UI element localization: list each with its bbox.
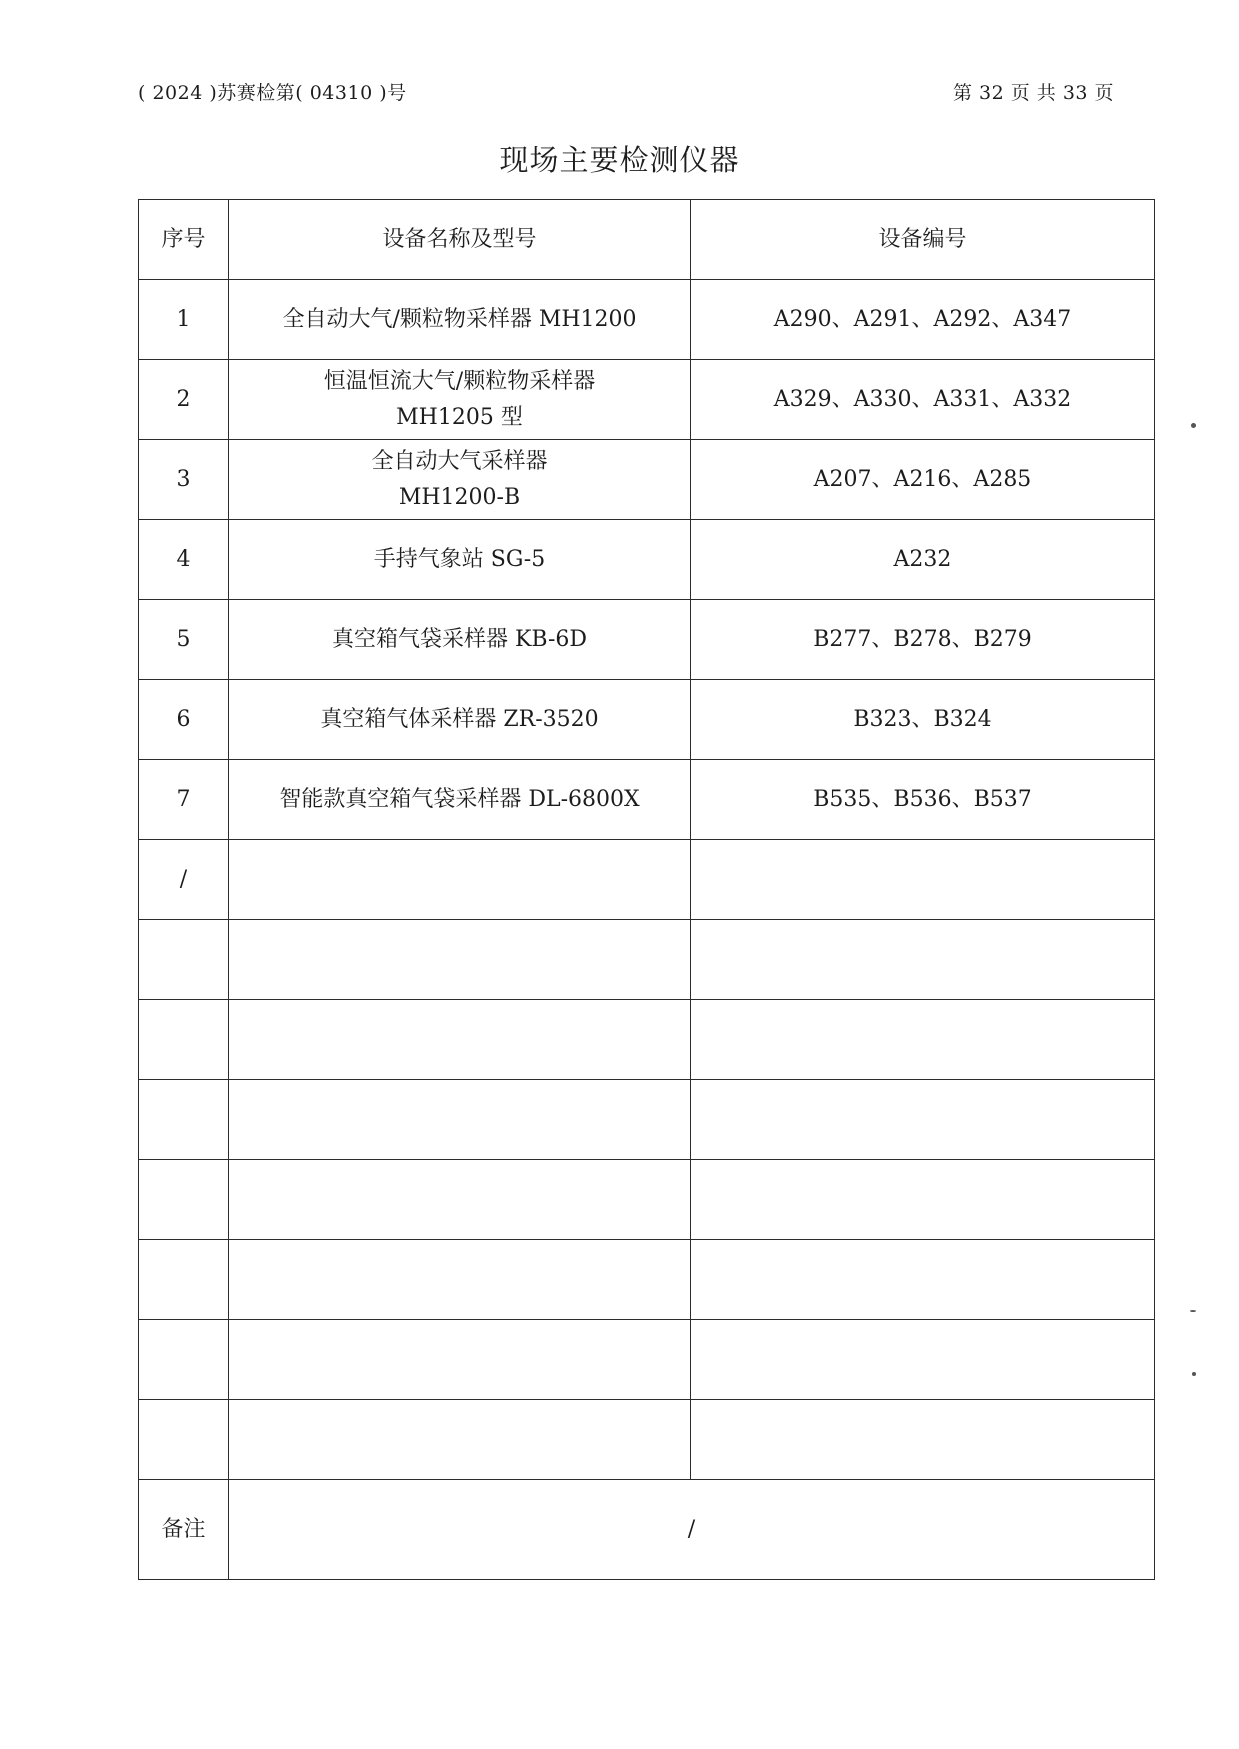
table-row: [139, 1400, 1155, 1480]
table-row: [139, 1080, 1155, 1160]
equipment-name-cell: [229, 1240, 691, 1320]
equipment-name-cell: [229, 600, 691, 680]
remark-label: 备注: [139, 1480, 229, 1580]
equipment-codes-cell: [691, 1240, 1155, 1320]
equipment-codes-cell: [691, 840, 1155, 920]
row-number-cell: [139, 1080, 229, 1160]
page-info: 第 32 页 共 33 页: [953, 82, 1115, 104]
equipment-name-cell: [229, 1000, 691, 1080]
row-number-cell: 1: [139, 280, 229, 360]
row-number-cell: 2: [139, 360, 229, 440]
equipment-name-cell: [229, 280, 691, 360]
remark-value: /: [229, 1480, 1155, 1580]
page-title: 现场主要检测仪器: [499, 143, 740, 177]
equipment-codes-cell: [691, 920, 1155, 1000]
table-row: [139, 760, 1155, 840]
equipment-codes-cell: B535、B536、B537: [691, 760, 1155, 840]
equipment-codes-cell: [691, 1320, 1155, 1400]
row-number-cell: 6: [139, 680, 229, 760]
equipment-codes-cell: [691, 1000, 1155, 1080]
equipment-name-line: 手持气象站 SG-5: [373, 546, 546, 572]
table-row: [139, 440, 1155, 520]
table-row: [139, 1160, 1155, 1240]
row-number-cell: [139, 1160, 229, 1240]
table-row: [139, 360, 1155, 440]
table-row: [139, 920, 1155, 1000]
row-number-cell: /: [139, 840, 229, 920]
table-row: [139, 1000, 1155, 1080]
equipment-name-cell: [229, 440, 691, 520]
table-row: [139, 1320, 1155, 1400]
row-number-cell: [139, 1400, 229, 1480]
equipment-name-cell: [229, 760, 691, 840]
equipment-codes-cell: [691, 1400, 1155, 1480]
equipment-name-line: 真空箱气袋采样器 KB-6D: [331, 626, 588, 652]
equipment-name-line: 全自动大气采样器: [371, 449, 548, 475]
scan-speck: [1191, 423, 1196, 428]
equipment-codes-cell: A290、A291、A292、A347: [691, 280, 1155, 360]
equipment-name-cell: [229, 1400, 691, 1480]
equipment-name-cell: [229, 520, 691, 600]
row-number-cell: 3: [139, 440, 229, 520]
row-number-cell: [139, 920, 229, 1000]
equipment-name-line: 智能款真空箱气袋采样器 DL-6800X: [279, 786, 640, 812]
equipment-name-line: 真空箱气体采样器 ZR-3520: [320, 706, 599, 732]
scan-speck: [1192, 1372, 1196, 1376]
equipment-name-line: 全自动大气/颗粒物采样器 MH1200: [282, 306, 637, 332]
row-number-cell: [139, 1320, 229, 1400]
equipment-name-cell: [229, 1080, 691, 1160]
table-row: [139, 680, 1155, 760]
table-row: [139, 280, 1155, 360]
equipment-name-cell: [229, 840, 691, 920]
row-number-cell: [139, 1240, 229, 1320]
equipment-name-cell: [229, 680, 691, 760]
equipment-model-line: MH1205 型: [396, 404, 523, 430]
equipment-codes-cell: [691, 1080, 1155, 1160]
equipment-name-cell: [229, 360, 691, 440]
row-number-cell: 4: [139, 520, 229, 600]
equipment-codes-cell: A207、A216、A285: [691, 440, 1155, 520]
equipment-codes-cell: B323、B324: [691, 680, 1155, 760]
table-header-row: [139, 200, 1155, 280]
column-header-no: 序号: [139, 200, 229, 280]
equipment-codes-cell: [691, 1160, 1155, 1240]
document-number: ( 2024 )苏赛检第( 04310 )号: [138, 82, 407, 104]
table-row: [139, 520, 1155, 600]
equipment-name-cell: [229, 1160, 691, 1240]
row-number-cell: [139, 1000, 229, 1080]
equipment-codes-cell: A329、A330、A331、A332: [691, 360, 1155, 440]
table-row: [139, 1240, 1155, 1320]
equipment-name-line: 恒温恒流大气/颗粒物采样器: [323, 369, 596, 395]
table-row: [139, 600, 1155, 680]
instrument-table: [138, 199, 1155, 1580]
equipment-name-cell: [229, 1320, 691, 1400]
equipment-name-cell: [229, 920, 691, 1000]
remark-row: [139, 1480, 1155, 1580]
equipment-codes-cell: B277、B278、B279: [691, 600, 1155, 680]
row-number-cell: 5: [139, 600, 229, 680]
equipment-codes-cell: A232: [691, 520, 1155, 600]
column-header-name: 设备名称及型号: [229, 200, 691, 280]
column-header-codes: 设备编号: [691, 200, 1155, 280]
row-number-cell: 7: [139, 760, 229, 840]
table-row: [139, 840, 1155, 920]
scan-speck: [1190, 1310, 1196, 1312]
equipment-model-line: MH1200-B: [398, 484, 521, 510]
